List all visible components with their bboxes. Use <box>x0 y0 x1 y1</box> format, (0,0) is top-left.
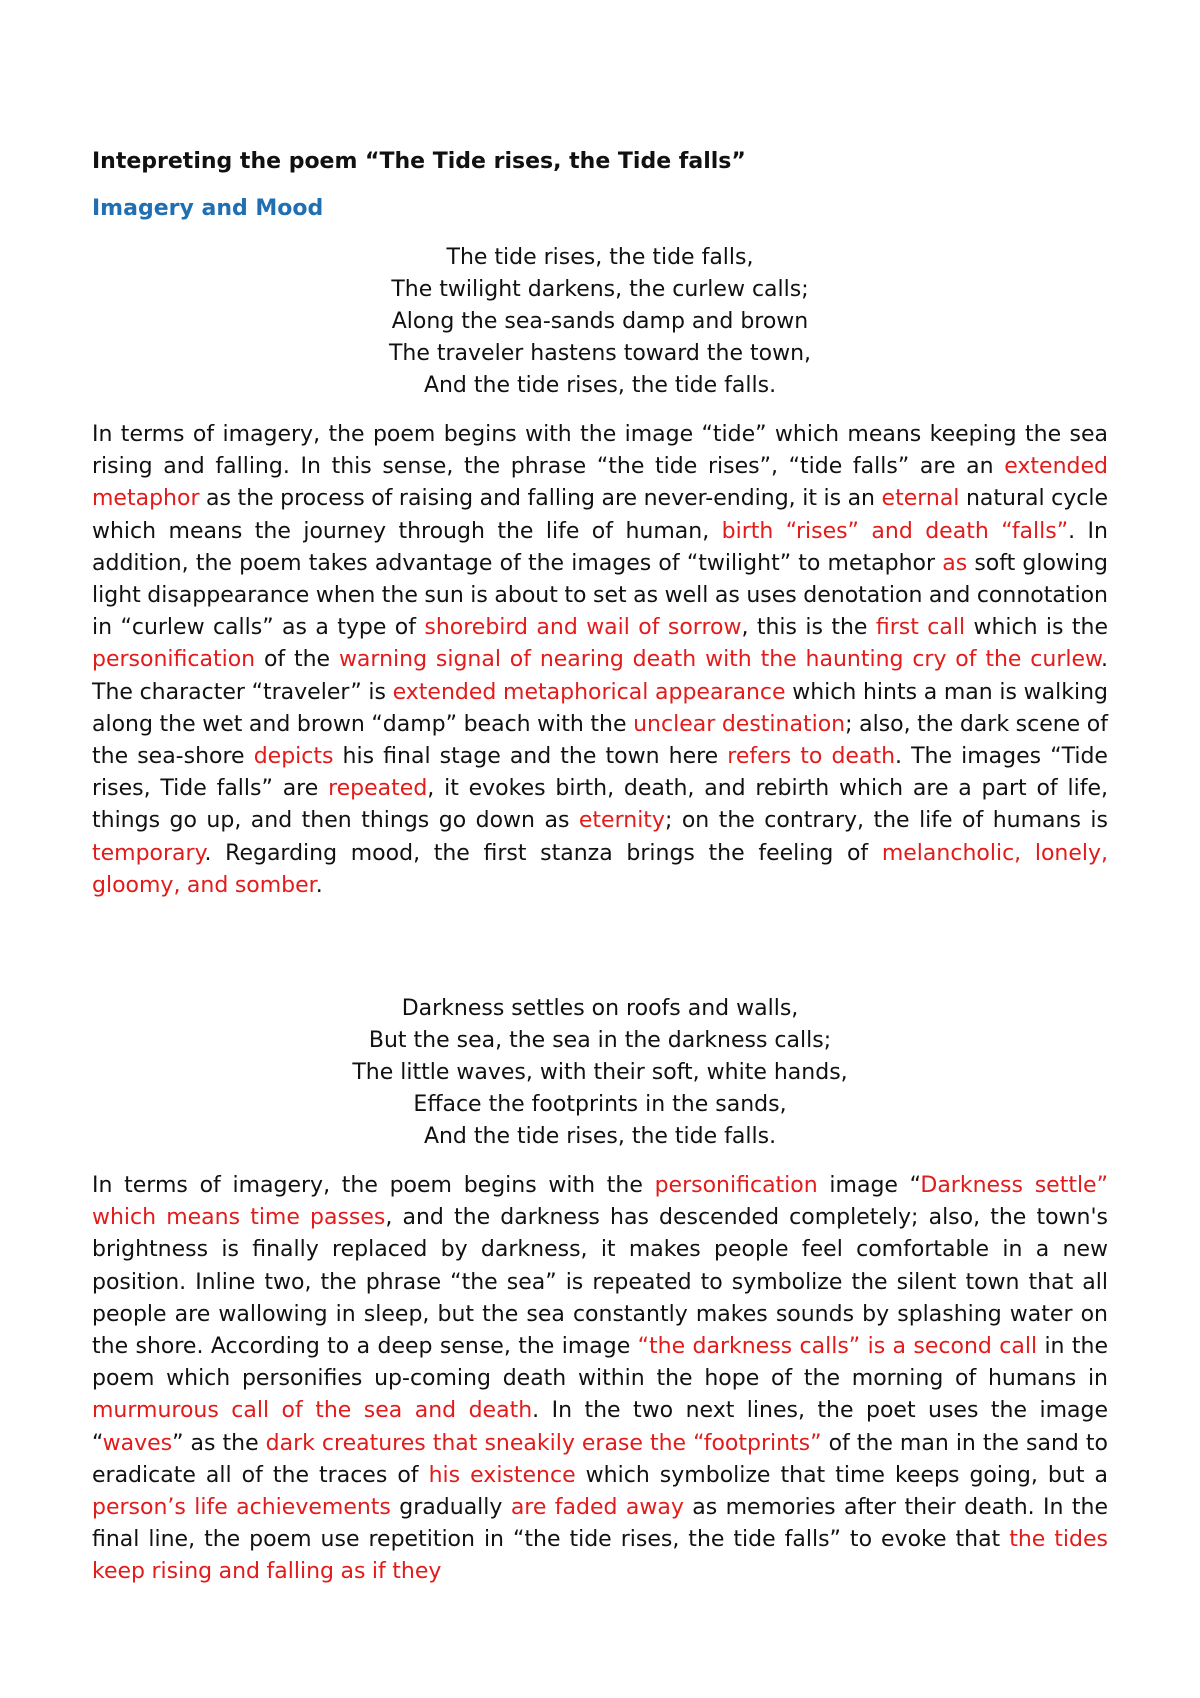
paragraph-text: which symbolize that time keeps going, but a <box>575 1462 1108 1488</box>
paragraph-text: . Regarding mood, the first stanza brings the feeling of <box>204 840 882 866</box>
highlighted-phrase: the tides keep rising and falling as if they <box>92 1527 1108 1585</box>
poem-line: The tide rises, the tide falls, <box>446 245 754 270</box>
paragraph-text: . In addition, the poem takes advantage of the images of “twilight” to metaphor <box>92 518 1108 576</box>
highlighted-phrase: person’s life achievements <box>92 1495 391 1521</box>
paragraph-text: . <box>315 872 323 898</box>
highlighted-phrase: temporary <box>92 840 205 866</box>
highlighted-phrase: personification <box>654 1173 818 1198</box>
paragraph-text: ” as the <box>172 1430 266 1456</box>
poem-line: But the sea, the sea in the darkness calls; <box>368 1028 832 1053</box>
highlighted-phrase: murmurous call of the sea and death <box>92 1398 533 1424</box>
paragraph-text: , it evokes birth, death, and rebirth which are a part of life, things go up, and then things go down as <box>92 776 1108 834</box>
document-page <box>92 0 1108 1698</box>
paragraph-text: . In the two next lines, the poet uses the image “ <box>92 1398 1108 1456</box>
paragraph-text: which is the <box>965 615 1109 641</box>
paragraph-text: natural cycle which means the journey through the life of human, <box>92 486 1108 544</box>
paragraph-text: ; on the contrary, the life of humans is <box>664 808 1108 834</box>
paragraph-text: ; also, the dark scene of the sea-shore <box>92 711 1108 770</box>
highlighted-phrase: his existence <box>428 1462 576 1488</box>
paragraph-text: of the man in the sand to eradicate all of the traces of <box>92 1430 1108 1488</box>
poem-line: Along the sea-sands damp and brown <box>391 309 809 334</box>
highlighted-phrase: are faded away <box>510 1495 684 1521</box>
paragraph-text: . The character “traveler” is <box>92 647 1108 705</box>
highlighted-phrase: unclear destination <box>633 711 846 737</box>
paragraph-text: as memories after their death. In the final line, the poem use repetition in “the tide rises, the tide falls” to evoke that <box>92 1495 1108 1553</box>
highlighted-phrase: eternity <box>578 808 665 834</box>
highlighted-phrase: melancholic, lonely, gloomy, and somber <box>92 840 1109 898</box>
poem-line: The twilight darkens, the curlew calls; <box>391 277 809 302</box>
paragraph-text: his final stage and the town here <box>333 744 728 770</box>
paragraph-text: which hints a man is walking along the wet and brown “damp” beach with the <box>92 679 1108 737</box>
highlighted-phrase: Darkness settle” which means time passes <box>92 1173 1108 1231</box>
section-heading: Imagery and Mood <box>92 196 324 221</box>
paragraph-text: In terms of imagery, the poem begins with the image “tide” which means keeping the sea rising and falling. In this sense, the phrase “the tide rises”, “tide falls” are an <box>92 422 1108 480</box>
paragraph-text: , and the darkness has descended completely; also, the town's brightness is finally replaced by darkness, it makes people feel comfortable in a new position. Inline two, the phrase “the sea” is repeated to symbolize the silent town that all people are wallowing in sleep, but the sea constantly makes sounds by splashing water on the shore. According to a deep sense, the image <box>92 1205 1108 1360</box>
poem-line: The little waves, with their soft, white hands, <box>352 1060 848 1085</box>
poem-stanza-2 <box>92 993 1108 1153</box>
paragraph-text: In terms of imagery, the poem begins with the <box>92 1173 655 1198</box>
paragraph-text: of the <box>255 647 339 673</box>
highlighted-phrase: personification <box>92 647 256 673</box>
highlighted-phrase: refers to death <box>727 744 896 770</box>
paragraph-text: as the process of raising and falling are never-ending, it is an <box>199 486 882 512</box>
poem-line: The traveler hastens toward the town, <box>388 341 812 366</box>
highlighted-phrase: depicts <box>253 744 334 770</box>
highlighted-phrase: as <box>942 550 968 576</box>
highlighted-phrase: extended metaphor <box>92 454 1108 512</box>
highlighted-phrase: repeated <box>328 776 428 802</box>
highlighted-phrase: “the darkness calls” is a second call <box>637 1334 1038 1360</box>
paragraph-text: , this is the <box>741 615 876 641</box>
poem-stanza-1 <box>92 242 1108 402</box>
paragraph-text: gradually <box>390 1495 511 1521</box>
highlighted-phrase: waves <box>102 1430 173 1456</box>
highlighted-phrase: eternal <box>881 486 960 512</box>
paragraph-text: image “ <box>817 1173 921 1198</box>
poem-line: Darkness settles on roofs and walls, <box>401 996 799 1021</box>
paragraph-text: soft glowing light disappearance when the sun is about to set as well as uses denotation and connotation in “curlew calls” as a type of <box>92 550 1108 641</box>
highlighted-phrase: first call <box>875 615 966 641</box>
analysis-paragraph-1 <box>92 419 1108 902</box>
highlighted-phrase: dark creatures that sneakily erase the “footprints” <box>265 1430 822 1456</box>
highlighted-phrase: birth “rises” and death “falls” <box>721 518 1069 544</box>
document-title: Intepreting the poem “The Tide rises, the Tide falls” <box>92 149 746 174</box>
highlighted-phrase: shorebird and wail of sorrow <box>424 615 742 641</box>
analysis-paragraph-2 <box>92 1170 1108 1589</box>
poem-line: And the tide rises, the tide falls. <box>423 373 777 398</box>
highlighted-phrase: warning signal of nearing death with the haunting cry of the curlew <box>338 647 1101 673</box>
poem-line: Efface the footprints in the sands, <box>413 1092 787 1117</box>
poem-line: And the tide rises, the tide falls. <box>423 1124 777 1149</box>
paragraph-text: in the poem which personifies up-coming death within the hope of the morning of humans in <box>92 1334 1108 1392</box>
paragraph-text: . The images “Tide rises, Tide falls” are <box>92 744 1108 802</box>
highlighted-phrase: extended metaphorical appearance <box>392 679 786 705</box>
